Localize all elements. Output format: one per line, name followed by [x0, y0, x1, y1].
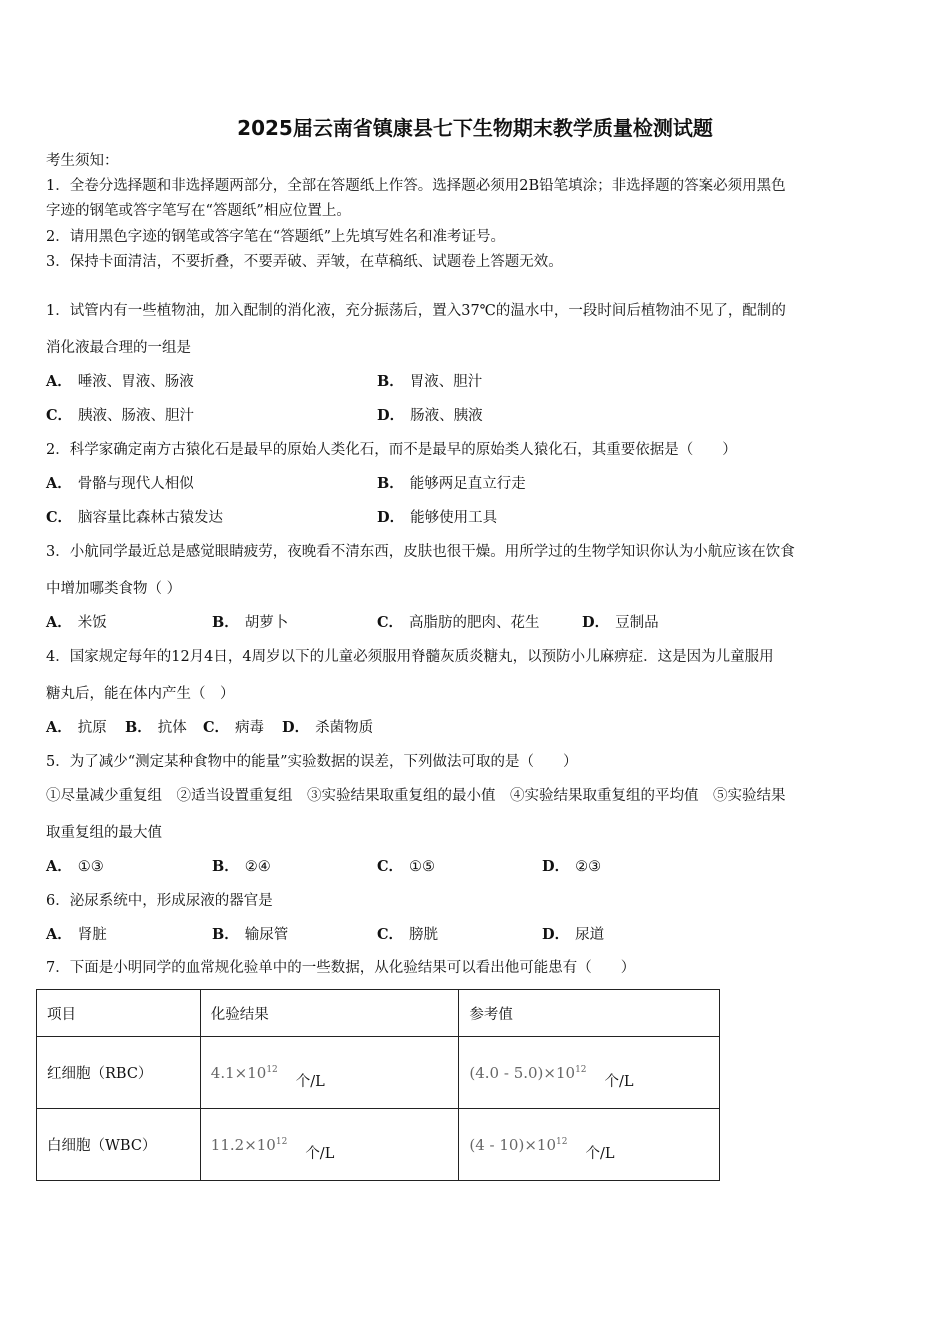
notice-item: 3．保持卡面清洁，不要折叠，不要弄破、弄皱，在草稿纸、试题卷上答题无效。 — [46, 254, 563, 270]
reference-value: $(4.0 - 5.0)\times 10^{12}$ — [469, 1064, 587, 1082]
result-value: $11.2\times 10^{12}$ — [210, 1136, 288, 1154]
question-3-stem-cont: 中增加哪类食物（ ） — [46, 581, 182, 597]
q2-option-a: A． 骨骼与现代人相似 — [46, 475, 194, 492]
question-6-stem: 6．泌尿系统中，形成尿液的器官是 — [46, 893, 273, 909]
q5-option-c: C． ①⑤ — [377, 858, 436, 875]
q6-option-d: D． 尿道 — [542, 926, 605, 943]
question-2-stem: 2．科学家确定南方古猿化石是最早的原始人类化石，而不是最早的原始类人猿化石，其重要依据是（ ） — [46, 442, 737, 458]
reference-value: $(4 - 10)\times 10^{12}$ — [469, 1136, 568, 1154]
question-5-statements-cont: 取重复组的最大值 — [46, 825, 162, 841]
q6-option-a: A． 肾脏 — [46, 926, 107, 943]
q3-option-c: C． 高脂肪的肥肉、花生 — [377, 614, 540, 631]
notice-item: 1．全卷分选择题和非选择题两部分，全部在答题纸上作答。选择题必须用2B铅笔填涂；非选择题的答案必须用黑色 — [46, 178, 786, 194]
reference-unit: 个/L — [585, 1146, 615, 1162]
reference-unit: 个/L — [604, 1074, 634, 1090]
q2-option-d: D． 能够使用工具 — [377, 509, 498, 526]
cell-result — [200, 1037, 459, 1109]
q1-option-c: C． 胰液、肠液、胆汁 — [46, 407, 195, 424]
q4-option-b: B． 抗体 — [125, 719, 187, 736]
cell-item: 红细胞（RBC） — [37, 1037, 201, 1109]
q5-option-b: B． ②④ — [212, 858, 271, 875]
q2-option-b: B． 能够两足直立行走 — [377, 475, 526, 492]
notice-item: 字迹的钢笔或答字笔写在“答题纸”相应位置上。 — [46, 203, 351, 219]
notice-heading: 考生须知： — [46, 153, 119, 169]
q1-option-b: B． 胃液、胆汁 — [377, 373, 483, 390]
question-7-stem: 7．下面是小明同学的血常规化验单中的一些数据，从化验结果可以看出他可能患有（ ） — [46, 960, 636, 976]
q1-option-d: D． 肠液、胰液 — [377, 407, 483, 424]
cell-reference — [459, 1109, 720, 1181]
q4-option-d: D． 杀菌物质 — [282, 719, 374, 736]
q4-option-c: C． 病毒 — [203, 719, 265, 736]
cell-reference — [459, 1037, 720, 1109]
question-3-stem: 3．小航同学最近总是感觉眼睛疲劳，夜晚看不清东西，皮肤也很干燥。用所学过的生物学知识你认为小航应该在饮食 — [46, 544, 795, 560]
blood-test-table — [36, 989, 720, 1181]
q6-option-b: B． 输尿管 — [212, 926, 289, 943]
table-row — [37, 1037, 720, 1109]
result-unit: 个/L — [295, 1074, 325, 1090]
result-value: $4.1\times 10^{12}$ — [210, 1064, 278, 1082]
q5-option-a: A． ①③ — [46, 858, 104, 875]
column-header-reference: 参考值 — [459, 990, 720, 1037]
q3-option-b: B． 胡萝卜 — [212, 614, 289, 631]
question-4-stem: 4．国家规定每年的12月4日，4周岁以下的儿童必须服用脊髓灰质炎糖丸，以预防小儿麻痹症．这是因为儿童服用 — [46, 649, 774, 665]
q2-option-c: C． 脑容量比森林古猿发达 — [46, 509, 224, 526]
cell-result — [200, 1109, 459, 1181]
cell-item: 白细胞（WBC） — [37, 1109, 201, 1181]
q4-option-a: A． 抗原 — [46, 719, 107, 736]
q3-option-a: A． 米饭 — [46, 614, 107, 631]
question-5-statements: ①尽量减少重复组 ②适当设置重复组 ③实验结果取重复组的最小值 ④实验结果取重复组的平均值 ⑤实验结果 — [46, 788, 786, 804]
q5-option-d: D． ②③ — [542, 858, 602, 875]
question-4-stem-cont: 糖丸后，能在体内产生（ ） — [46, 686, 235, 702]
q6-option-c: C． 膀胱 — [377, 926, 439, 943]
column-header-item: 项目 — [37, 990, 201, 1037]
column-header-result: 化验结果 — [200, 990, 459, 1037]
table-header-row — [37, 990, 720, 1037]
page-title: 2025届云南省镇康县七下生物期末教学质量检测试题 — [237, 116, 713, 140]
notice-item: 2．请用黑色字迹的钢笔或答字笔在“答题纸”上先填写姓名和准考证号。 — [46, 229, 506, 245]
question-1-stem-cont: 消化液最合理的一组是 — [46, 340, 191, 356]
q1-option-a: A． 唾液、胃液、肠液 — [46, 373, 194, 390]
result-unit: 个/L — [305, 1146, 335, 1162]
question-1-stem: 1．试管内有一些植物油，加入配制的消化液，充分振荡后，置入37℃的温水中，一段时间后植物油不见了，配制的 — [46, 303, 786, 319]
q3-option-d: D． 豆制品 — [582, 614, 659, 631]
question-5-stem: 5．为了减少“测定某种食物中的能量”实验数据的误差，下列做法可取的是（ ） — [46, 754, 578, 770]
table-row — [37, 1109, 720, 1181]
